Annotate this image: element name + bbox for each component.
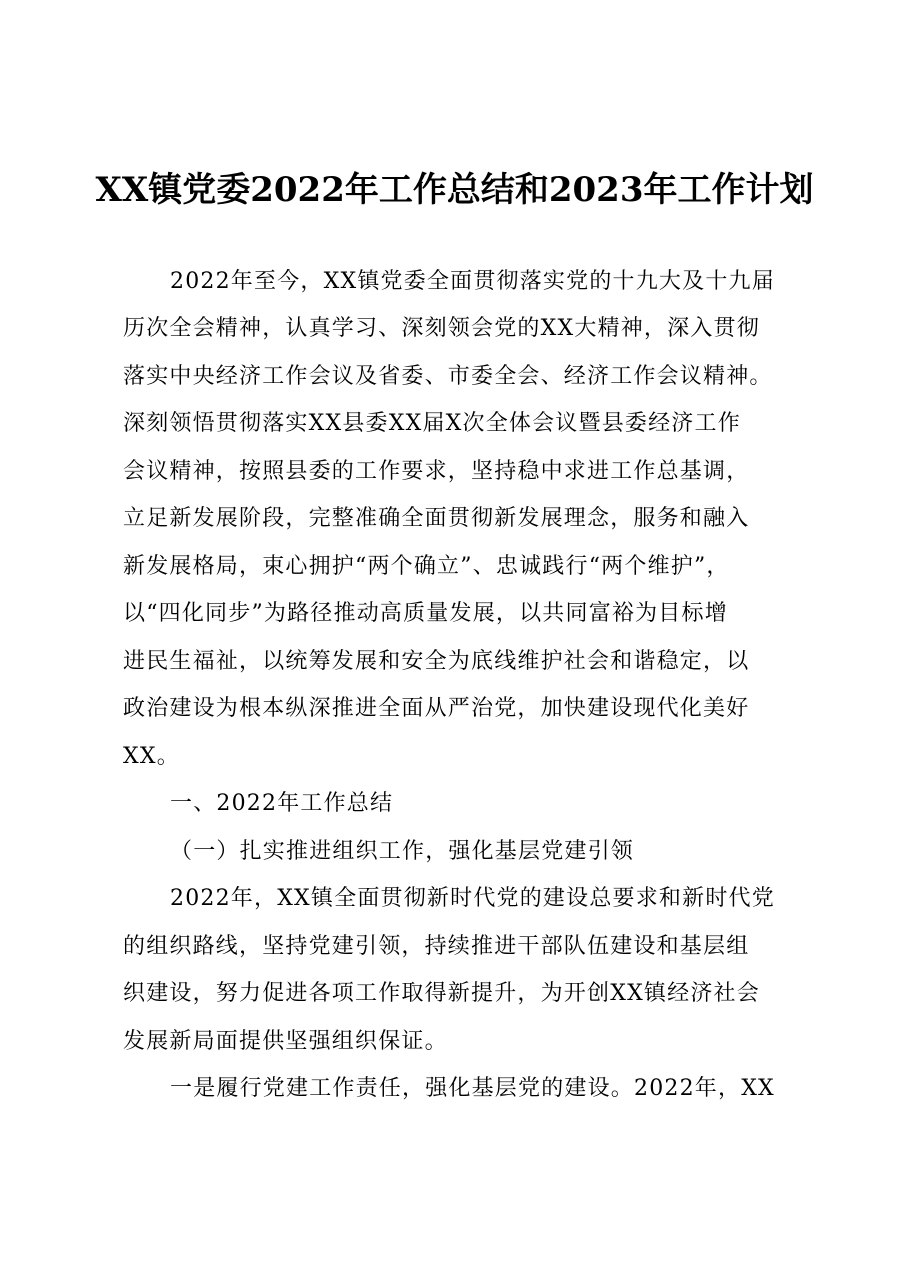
paragraph-line: 织建设，努力促进各项工作取得新提升，为开创XX镇经济社会 — [123, 981, 760, 1006]
paragraph-line: 政治建设为根本纵深推进全面从严治党，加快建设现代化美好 — [123, 696, 750, 721]
paragraph-line: 一是履行党建工作责任，强化基层党的建设。2022年，XX — [170, 1076, 775, 1101]
paragraph-line: 进民生福祉，以统筹发展和安全为底线维护社会和谐稳定，以 — [123, 649, 750, 674]
paragraph-line: 历次全会精神，认真学习、深刻领会党的XX大精神，深入贯彻 — [123, 316, 760, 341]
section-heading: 一、2022年工作总结 — [170, 791, 394, 816]
document-title: XX镇党委2022年工作总结和2023年工作计划 — [95, 170, 814, 210]
paragraph-line: 2022年，XX镇全面贯彻新时代党的建设总要求和新时代党 — [170, 886, 775, 911]
paragraph-line: 的组织路线，坚持党建引领，持续推进干部队伍建设和基层组 — [123, 934, 750, 959]
paragraph-line: 立足新发展阶段，完整准确全面贯彻新发展理念，服务和融入 — [123, 506, 750, 531]
subsection-heading: （一）扎实推进组织工作，强化基层党建引领 — [170, 839, 635, 864]
paragraph-line: XX。 — [123, 744, 180, 769]
paragraph-line: 会议精神，按照县委的工作要求，坚持稳中求进工作总基调， — [123, 459, 750, 484]
paragraph-line: 落实中央经济工作会议及省委、市委全会、经济工作会议精神。 — [123, 364, 773, 389]
paragraph-line: 2022年至今，XX镇党委全面贯彻落实党的十九大及十九届 — [170, 269, 775, 294]
paragraph-line: 发展新局面提供坚强组织保证。 — [123, 1029, 448, 1054]
paragraph-line: 新发展格局，束心拥护“两个确立”、忠诚践行“两个维护”， — [123, 554, 730, 579]
paragraph-line: 以“四化同步”为路径推动高质量发展，以共同富裕为目标增 — [123, 601, 728, 626]
paragraph-line: 深刻领悟贯彻落实XX县委XX届X次全体会议暨县委经济工作 — [123, 411, 741, 436]
